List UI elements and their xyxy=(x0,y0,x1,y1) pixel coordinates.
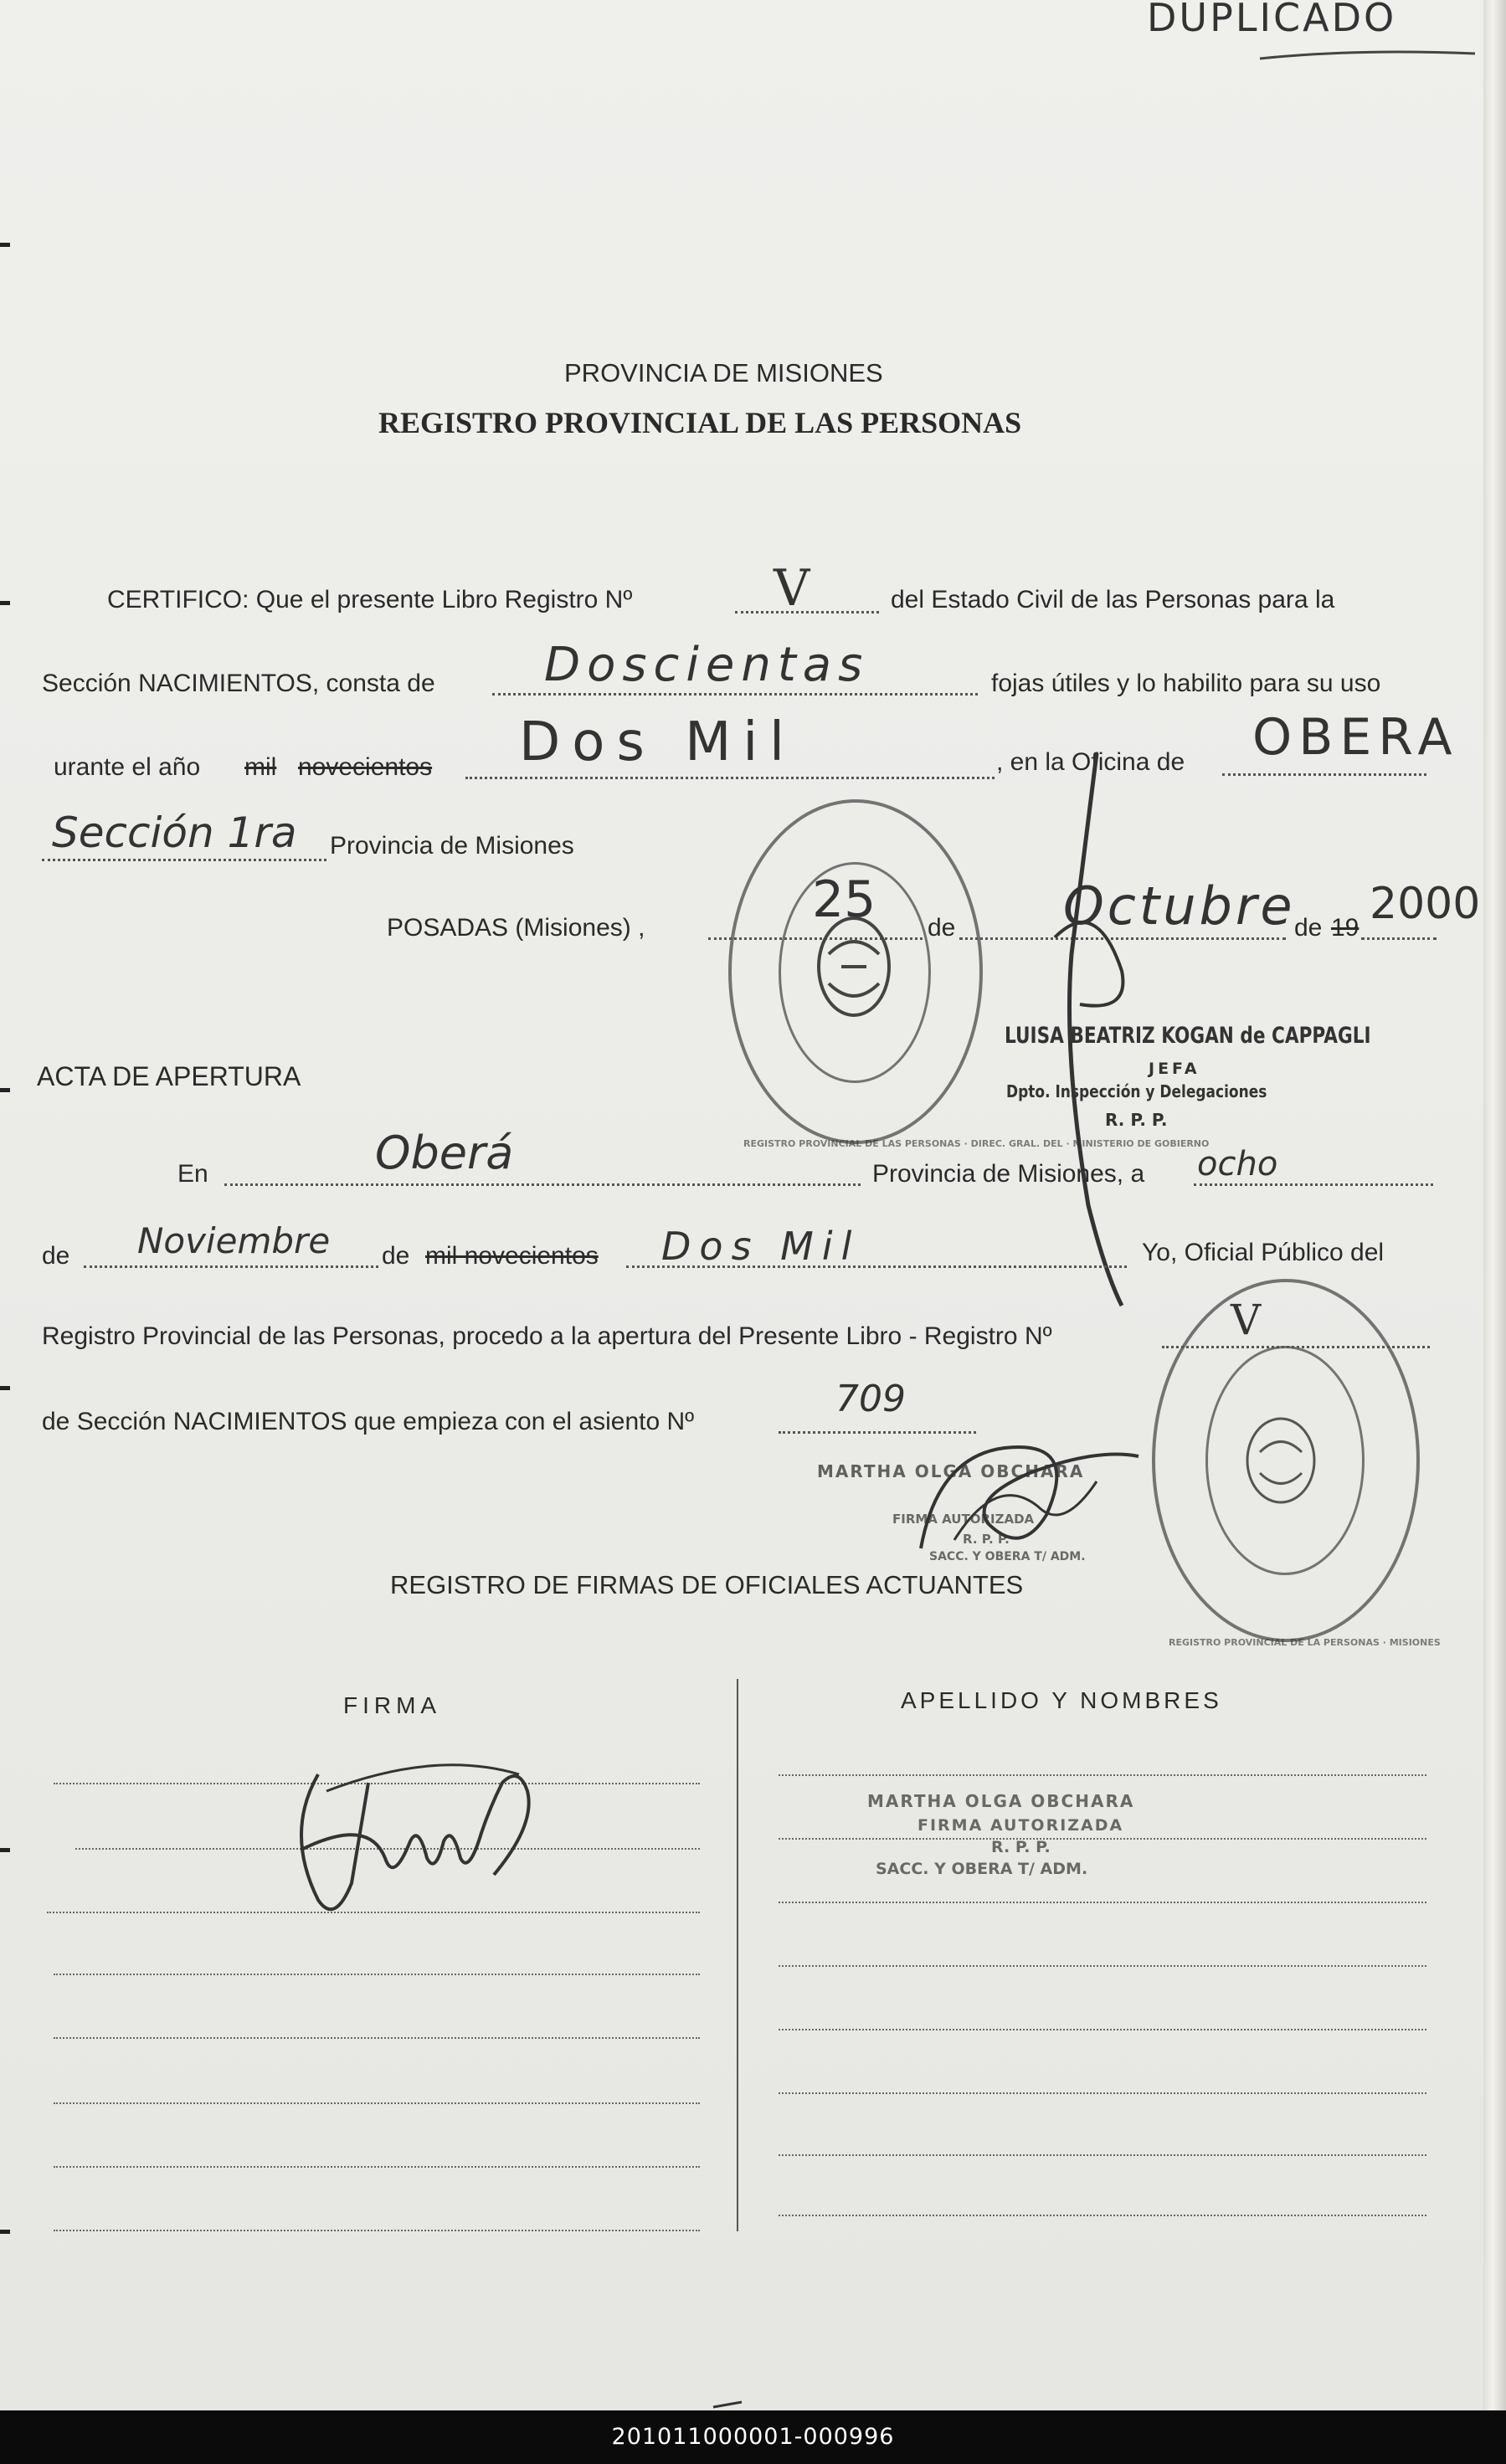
duplicate-underline xyxy=(1256,42,1482,67)
martha-stamp-place: SACC. Y OBERA T/ ADM. xyxy=(876,1860,1088,1878)
acta-month-handwritten: Noviembre xyxy=(137,1220,331,1261)
martha-stamp-name-top: MARTHA OLGA OBCHARA xyxy=(817,1461,1085,1481)
office-dots xyxy=(1222,773,1426,776)
edge-mark xyxy=(0,1848,10,1852)
jefa-stamp-dept: Dpto. Inspección y Delegaciones xyxy=(1006,1081,1267,1101)
seal-1-ring-text: REGISTRO PROVINCIAL DE LAS PERSONAS · DIREC. GRAL. DEL · MINISTERIO DE GOBIERNO xyxy=(743,1138,1210,1149)
struck-novecientos: novecientos xyxy=(298,753,433,781)
martha-stamp-rpp-top: R. P. P. xyxy=(963,1532,1010,1547)
section-handwritten: Sección 1ra xyxy=(52,808,297,857)
firma-rule xyxy=(54,2230,700,2231)
nombres-rule xyxy=(779,2154,1426,2156)
acta-en: En xyxy=(177,1160,208,1188)
acta-day-handwritten: ocho xyxy=(1197,1145,1278,1183)
cert-line3-a: urante el año xyxy=(54,753,201,781)
cert-line2-b: fojas útiles y lo habilito para su uso xyxy=(991,670,1381,697)
signatures-title: REGISTRO DE FIRMAS DE OFICIALES ACTUANTES xyxy=(390,1570,1024,1599)
day-handwritten: 25 xyxy=(812,870,876,929)
cert-line1-a: CERTIFICO: Que el presente Libro Registro Nº xyxy=(107,586,633,613)
martha-stamp-name: MARTHA OLGA OBCHARA xyxy=(867,1791,1135,1811)
acta-struck-mil-novecientos: mil novecientos xyxy=(425,1242,599,1270)
nombres-rule xyxy=(779,2092,1426,2094)
nombres-rule xyxy=(779,2029,1426,2030)
col-firma: FIRMA xyxy=(343,1692,442,1718)
edge-mark xyxy=(0,243,10,247)
acta-month-dots xyxy=(84,1265,378,1268)
section-dots xyxy=(42,859,326,861)
seal-2-emblem xyxy=(1231,1406,1331,1515)
martha-stamp-place-top: SACC. Y OBERA T/ ADM. xyxy=(929,1550,1086,1563)
struck-mil: mil xyxy=(244,753,277,781)
pages-dots xyxy=(492,693,978,696)
page-right-edge xyxy=(1483,0,1506,2410)
firma-rule xyxy=(54,2102,700,2104)
martha-signature-top xyxy=(904,1423,1155,1565)
nombres-rule xyxy=(779,1965,1426,1967)
acta-line4: de Sección NACIMIENTOS que empieza con el asiento Nº xyxy=(42,1408,695,1435)
seal-2-ring-text: REGISTRO PROVINCIAL DE LA PERSONAS · MISIONES xyxy=(1169,1637,1441,1648)
office-handwritten: OBERA xyxy=(1252,708,1459,767)
acta-line3: Registro Provincial de las Personas, procedo a la apertura del Presente Libro - Registro Nº xyxy=(42,1322,1052,1350)
firma-rule xyxy=(54,1974,700,1975)
nombres-rule xyxy=(779,1774,1426,1776)
de-label-1: de xyxy=(928,914,956,942)
martha-stamp-title: FIRMA AUTORIZADA xyxy=(917,1816,1124,1835)
cert-line2-a: Sección NACIMIENTOS, consta de xyxy=(42,670,435,697)
edge-mark xyxy=(0,601,10,605)
col-nombres: APELLIDO Y NOMBRES xyxy=(901,1687,1222,1713)
year-handwritten: Dos Mil xyxy=(519,711,796,773)
jefa-stamp-title: JEFA xyxy=(1149,1060,1200,1078)
firma-rule xyxy=(54,2037,700,2039)
edge-mark xyxy=(0,1088,10,1092)
province-line: Provincia de Misiones xyxy=(330,832,574,860)
acta-book-handwritten: V xyxy=(1231,1296,1262,1344)
bottom-mark xyxy=(712,2399,745,2410)
place-label: POSADAS (Misiones) , xyxy=(387,914,645,942)
province-heading: PROVINCIA DE MISIONES xyxy=(564,358,883,388)
edge-mark xyxy=(0,2230,10,2234)
pages-handwritten: Doscientas xyxy=(544,638,870,692)
de-label-2: de xyxy=(1294,914,1323,942)
acta-yo: Yo, Oficial Público del xyxy=(1142,1239,1385,1266)
edge-mark xyxy=(0,1386,10,1390)
city-handwritten: Oberá xyxy=(375,1127,514,1179)
jefa-stamp-rpp: R. P. P. xyxy=(1105,1110,1168,1130)
registry-heading: REGISTRO PROVINCIAL DE LAS PERSONAS xyxy=(378,406,1022,439)
document-id: 201011000001-000996 xyxy=(611,2424,895,2450)
acta-day-dots xyxy=(1194,1183,1433,1186)
martha-stamp-rpp: R. P. P. xyxy=(991,1838,1051,1856)
entry-handwritten: 709 xyxy=(835,1378,906,1420)
book-number-handwritten: V xyxy=(774,559,810,618)
duplicate-note: DUPLICADO xyxy=(1147,0,1397,40)
firma-rule xyxy=(54,2166,700,2168)
officer-signature xyxy=(268,1732,553,1925)
city-dots xyxy=(224,1183,861,1186)
cert-line1-b: del Estado Civil de las Personas para la xyxy=(891,586,1335,613)
nombres-rule xyxy=(779,1838,1426,1840)
struck-19: 19 xyxy=(1331,914,1360,942)
cert-line3-b: , en la Oficina de xyxy=(996,748,1185,776)
year2-dots xyxy=(1361,937,1437,940)
acta-title: ACTA DE APERTURA xyxy=(37,1061,301,1091)
acta-de-1: de xyxy=(42,1242,70,1270)
nombres-rule xyxy=(779,1902,1426,1903)
jefa-stamp-name: LUISA BEATRIZ KOGAN de CAPPAGLI xyxy=(1005,1023,1371,1049)
year2-handwritten: 2000 xyxy=(1370,879,1481,929)
year-dots xyxy=(465,777,995,779)
acta-provincia: Provincia de Misiones, a xyxy=(872,1160,1145,1188)
nombres-rule xyxy=(779,2215,1426,2216)
column-divider xyxy=(737,1679,738,2231)
martha-stamp-title-top: FIRMA AUTORIZADA xyxy=(892,1512,1035,1527)
month-handwritten: Octubre xyxy=(1063,875,1296,937)
seal-1-emblem xyxy=(804,904,904,1029)
acta-year-handwritten: Dos Mil xyxy=(661,1224,861,1269)
acta-de-2: de xyxy=(382,1242,410,1270)
